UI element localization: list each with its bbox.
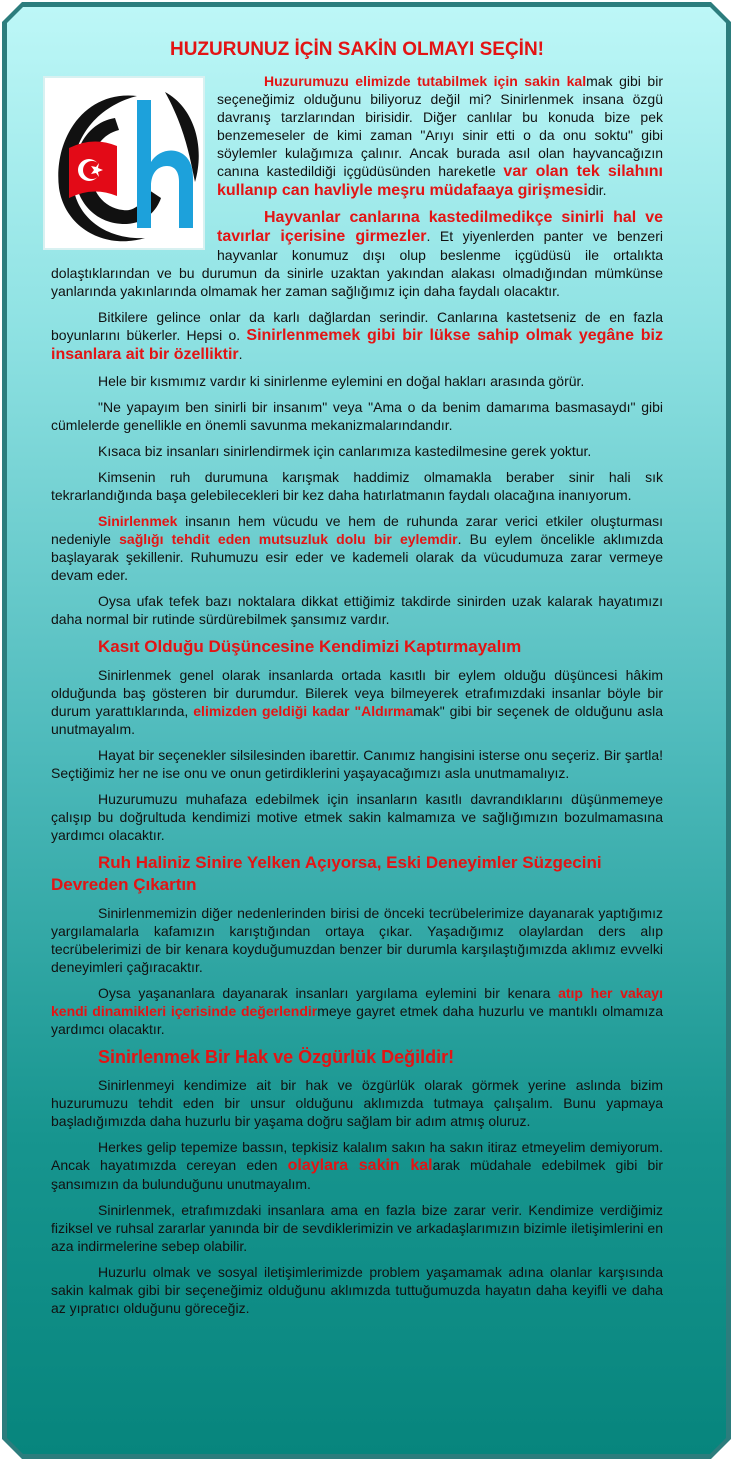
body-text: meye gayret etmek daha huzurlu ve mantıklı olmamıza yardımcı olacaktır.	[51, 1003, 663, 1037]
highlight-text: Hayvanlar canlarına kastedilmedikçe sinirli hal ve tavırlar içerisine girmezler	[217, 209, 663, 245]
body-text: Oysa yaşananlara dayanarak insanları yargılama eylemini bir kenara	[98, 985, 559, 1001]
body-text: .	[238, 346, 243, 362]
paragraph: Huzurumuzu muhafaza edebilmek için insanların kasıtlı davrandıklarını düşünmemeye çalışıp bu doğrultuda kendimizi motive etmek sakin kalmamıza ve sağlığımızın bozulmamasına yardımcı olacaktır.	[51, 791, 663, 843]
paragraph: "Ne yapayım ben sinirli bir insanım" veya "Ama o da benim damarıma basmasaydı" gibi cümlelerde genellikle en önemli savunma mekanizmalarındandır.	[51, 399, 663, 433]
highlight-text: atıp her vakayı kendi dinamikleri içerisinde değerlendir	[51, 985, 663, 1019]
section-heading: Kasıt Olduğu Düşüncesine Kendimizi Kaptırmayalım	[98, 637, 522, 656]
body-text: Sinirlenmek genel olarak insanlarda ortada kasıtlı bir eylem olduğu düşüncesi hâkim olduğunda baş gösteren bir durumdur. Bilerek veya bilmeyerek etrafımızdaki insanlar böyle bir durum yarattıklarında,	[51, 667, 663, 719]
paragraph: Hele bir kısmımız vardır ki sinirlenme eylemini en doğal hakları arasında görür.	[98, 373, 585, 389]
highlight-text: var olan tek silahını kullanıp can havliyle meşru müdafaaya girişmesi	[217, 163, 664, 199]
paragraph	[51, 984, 663, 1038]
paragraph: Kimsenin ruh durumuna karışmak haddimiz olmamakla beraber sinir hali sık tekrarlandığında başa gelebilecekleri bir kez daha hatırlatmanın faydalı olacağına inanıyorum.	[51, 469, 663, 503]
oh-logo-icon	[45, 78, 203, 248]
paragraph	[51, 308, 663, 364]
article-content	[51, 38, 663, 1325]
body-text: insanın hem vücudu ve hem de ruhunda zarar verici etkiler oluşturması nedeniyle	[51, 513, 663, 547]
paragraph	[51, 512, 663, 584]
site-logo	[43, 76, 205, 250]
paragraph	[51, 666, 663, 738]
body-text: mak gibi bir seçeneğimiz olduğunu biliyoruz değil mi? Sinirlenmek insana özgü davranış tarzlarından birisidir. Diğer canlılar bu konuda bize pek benzemeseler de kimi zaman "Arıyı sinir etti o da onu soktu" gibi söylemler kulağımıza çalınır. Ancak burada asıl olan hayvancağızın canına kastedildiği içgüdüsünden hareketle	[217, 73, 663, 179]
highlight-text: Sinirlenmek	[98, 513, 178, 529]
paragraph: Sinirlenmemizin diğer nedenlerinden birisi de önceki tecrübelerimize dayanarak yaptığımız yargılamalarla kafamızın karıştığından ortaya çıkar. Yaşadığımız olaylardan ders alıp tecrübelerimizi de bir kenara koyduğumuzdan benzer bir durumla karşılaştığımızda aklımız evvelki deneyimleri çağıracaktır.	[51, 905, 663, 975]
highlight-text: elimizden geldiği kadar "Aldırma	[193, 703, 414, 719]
highlight-text: Huzurumuzu elimizde tutabilmek için sakin kal	[264, 73, 587, 89]
body-text: dir.	[587, 182, 607, 198]
body-text: mak" gibi bir seçenek de olduğunu asla unutmayalım.	[51, 703, 663, 737]
body-text: Herkes gelip tepemize bassın, tepkisiz kalalım sakın ha sakın itiraz etmeyelim demiyorum. Ancak hayatımızda cereyan eden	[51, 1139, 663, 1173]
paragraph: Sinirlenmek, etrafımızdaki insanlara ama en fazla bize zarar verir. Kendimize verdiğimiz fiziksel ve ruhsal zararlar yanında bir de sevdiklerimizin ve arkadaşlarımızın bizimle iletişimlerini en aza indirmelerine sebep olabilir.	[51, 1202, 663, 1254]
body-text: . Bu eylem öncelikle aklımızda başlayarak şekillenir. Ruhumuzu esir eder ve kademeli olarak da vücudumuza zarar vermeye devam eder.	[51, 531, 664, 583]
section-heading: Sinirlenmek Bir Hak ve Özgürlük Değildir!	[98, 1047, 455, 1067]
turkish-flag-icon	[69, 141, 117, 198]
section-heading: Ruh Haliniz Sinire Yelken Açıyorsa, Eski Deneyimler Süzgecini Devreden Çıkartın	[51, 853, 602, 894]
body-text: . Et yiyenlerden panter ve benzeri hayvanlar konumuz dışı olup beslenme içgüdüsü ile ortalıkta dolaştıklarından ve bu durumun da sinirle uzaktan yakından alakası olmadığından mümkünse yanlarında yakınlarında olmamak her zaman sağlığımız için daha faydalı olacaktır.	[51, 228, 663, 299]
paragraph: Sinirlenmeyi kendimize ait bir hak ve özgürlük olarak görmek yerine aslında bizim huzurumuzu tehdit eden bir unsur olduğunu aklımızda tutmaya çalışalım. Bunu yapmaya başladığımızda daha huzurlu bir yaşama doğru sağlam bir adım atmış oluruz.	[51, 1077, 663, 1129]
paragraph: Oysa ufak tefek bazı noktalara dikkat ettiğimiz takdirde sinirden uzak kalarak hayatımızı daha normal bir rutinde sürdürebilmek şansımız vardır.	[51, 593, 663, 627]
paragraph: Huzurlu olmak ve sosyal iletişimlerimizde problem yaşamamak adına olanlar karşısında sakin kalmak gibi bir seçeneğimiz olduğunu aklımızda tuttuğumuzda hayatın daha keyifli ve daha az yıpratıcı olduğunu göreceğiz.	[51, 1264, 663, 1316]
paragraph: Kısaca biz insanları sinirlendirmek için canlarımıza kastedilmesine gerek yoktur.	[98, 443, 592, 459]
highlight-text: sağlığı tehdit eden mutsuzluk dolu bir eylemdir	[119, 531, 458, 547]
paragraph: Hayat bir seçenekler silsilesinden ibarettir. Canımız hangisini isterse onu seçeriz. Bir şartla! Seçtiğimiz her ne ise onu ve onun getirdiklerini yaşayacağımızı asla unutmamalıyız.	[51, 747, 663, 781]
body-text: arak müdahale edebilmek gibi bir şansımızın da bulunduğunu unutmayalım.	[51, 1157, 664, 1192]
highlight-text: Sinirlenmemek gibi bir lükse sahip olmak yegâne biz insanlara ait bir özelliktir	[51, 327, 663, 363]
body-text: Bitkilere gelince onlar da karlı dağlardan serindir. Canlarına kastetseniz de en fazla boyunlarını bükerler. Hepsi o.	[51, 309, 663, 343]
paragraph	[51, 1138, 663, 1193]
article-title: HUZURUNUZ İÇİN SAKİN OLMAYI SEÇİN!	[169, 39, 545, 60]
highlight-text: olaylara sakin kal	[287, 1157, 433, 1174]
